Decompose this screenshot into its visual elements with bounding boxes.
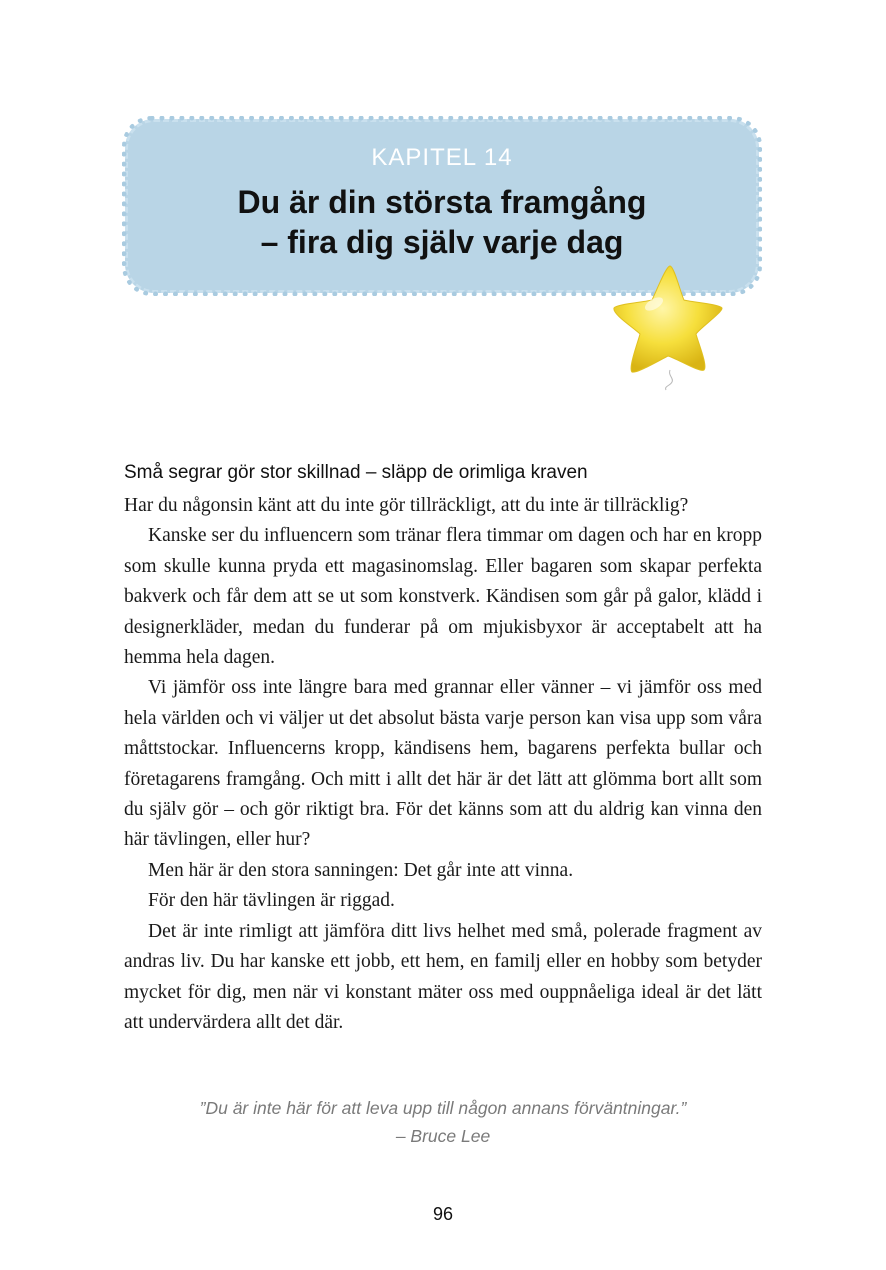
paragraph: Men här är den stora sanningen: Det går inte att vinna. [148,859,574,881]
paragraph: Det är inte rimligt att jämföra ditt livs helhet med små, polerade fragment av andras liv. Du har kanske ett jobb, ett hem, en familj eller en hobby som betyder mycket för dig, men när vi konstant mäter oss med ouppnåeliga ideal är det lätt att undervärdera allt det där. [124,920,762,1033]
paragraph: Vi jämför oss inte längre bara med grannar eller vänner – vi jämför oss med hela världen och vi väljer ut det absolut bästa varje person kan visa upp som våra måttstockar. Influencerns kropp, kändisens hem, bagarens perfekta bullar och företagarens framgång. Och mitt i allt det här är det lätt att glömma bort allt som du själv gör – och gör riktigt bra. För det känns som att du aldrig kan vinna den här tävlingen, eller hur? [124,677,762,851]
chapter-title-line-1: Du är din största framgång [237,184,647,220]
paragraph: För den här tävlingen är riggad. [148,890,395,912]
body-text [124,491,762,1038]
quote-author: – Bruce Lee [395,1126,491,1146]
chapter-title [128,182,756,262]
section-heading: Små segrar gör stor skillnad – släpp de orimliga kraven [124,462,588,483]
page-number: 96 [432,1204,454,1224]
chapter-title-line-2: – fira dig själv varje dag [260,224,624,260]
paragraph: Kanske ser du influencern som tränar flera timmar om dagen och har en kropp som skulle kunna pryda ett magasinomslag. Eller bagaren som skapar perfekta bakverk och får dem att se ut som konstverk. Kändisen som går på galor, klädd i designerkläder, medan du funderar på om mjukisbyxor är acceptabelt att ha hemma hela dagen. [124,525,762,669]
star-balloon-icon [608,262,728,392]
chapter-label: KAPITEL 14 [371,144,513,171]
paragraph: Har du någonsin känt att du inte gör tillräckligt, att du inte är tillräcklig? [124,495,689,516]
quote-text: ”Du är inte här för att leva upp till någon annans förväntningar.” [199,1098,687,1118]
quote [124,1094,762,1150]
